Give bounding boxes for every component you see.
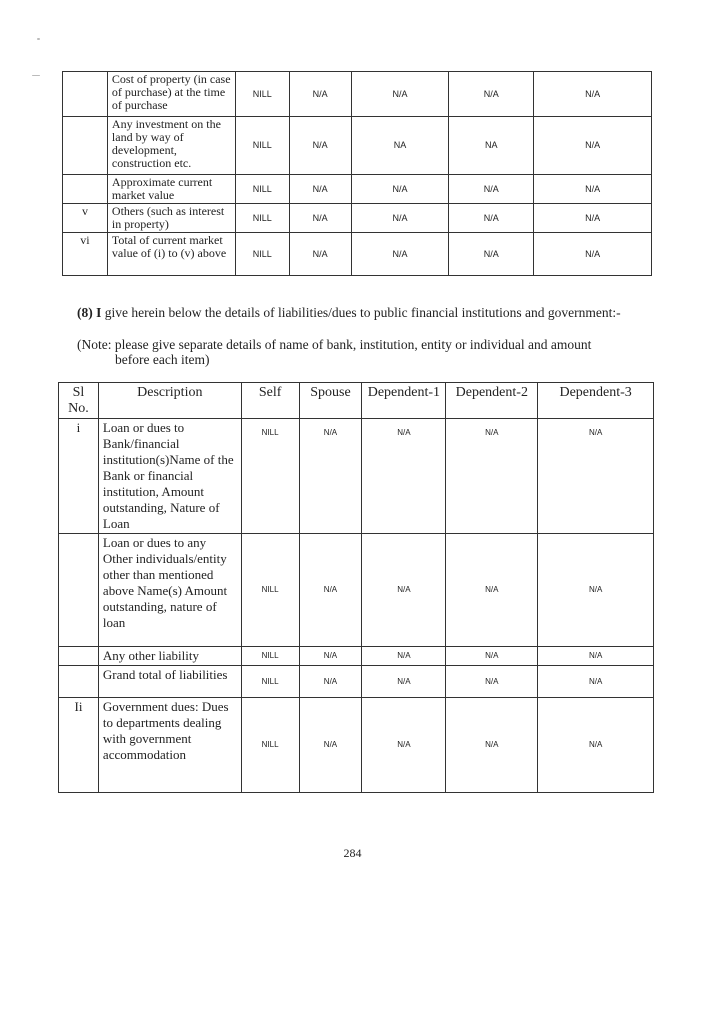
self-value: NILL bbox=[235, 72, 289, 117]
spouse-value: N/A bbox=[289, 204, 351, 233]
dependent3-value: N/A bbox=[538, 534, 654, 647]
header-sl: Sl No. bbox=[59, 383, 99, 419]
note-line-2: before each item) bbox=[115, 352, 210, 367]
sl-cell: v bbox=[63, 204, 108, 233]
description-cell: Others (such as interest in property) bbox=[107, 204, 235, 233]
description-cell: Loan or dues to any Other individuals/entity other than mentioned above Name(s) Amount outstanding, nature of loan bbox=[98, 534, 241, 647]
dependent2-value: NA bbox=[449, 117, 534, 175]
self-value: NILL bbox=[235, 233, 289, 276]
liabilities-table bbox=[58, 382, 654, 793]
description-cell: Cost of property (in case of purchase) at the time of purchase bbox=[107, 72, 235, 117]
page-number: 284 bbox=[343, 846, 362, 860]
spouse-value: N/A bbox=[299, 698, 362, 793]
spouse-value: N/A bbox=[289, 117, 351, 175]
dependent1-value: N/A bbox=[362, 647, 446, 666]
dependent1-value: N/A bbox=[362, 666, 446, 698]
dependent1-value: N/A bbox=[362, 698, 446, 793]
dependent3-value: N/A bbox=[534, 117, 652, 175]
self-value: NILL bbox=[241, 698, 299, 793]
section-note bbox=[77, 337, 637, 367]
dependent1-value: N/A bbox=[362, 534, 446, 647]
dependent3-value: N/A bbox=[534, 204, 652, 233]
table-row bbox=[63, 175, 652, 204]
description-cell: Approximate current market value bbox=[107, 175, 235, 204]
header-self: Self bbox=[241, 383, 299, 419]
self-value: NILL bbox=[235, 175, 289, 204]
spouse-value: N/A bbox=[289, 72, 351, 117]
note-line-1: (Note: please give separate details of name of bank, institution, entity or individual and amount bbox=[77, 337, 592, 352]
dependent3-value: N/A bbox=[538, 666, 654, 698]
dependent1-value: N/A bbox=[351, 204, 449, 233]
description-cell: Total of current market value of (i) to (v) above bbox=[107, 233, 235, 276]
description-cell: Government dues: Dues to departments dealing with government accommodation bbox=[98, 698, 241, 793]
header-row bbox=[59, 383, 654, 419]
self-value: NILL bbox=[235, 204, 289, 233]
dependent1-value: N/A bbox=[362, 419, 446, 534]
dependent1-value: N/A bbox=[351, 233, 449, 276]
table-row bbox=[63, 233, 652, 276]
table-row bbox=[63, 117, 652, 175]
spouse-value: N/A bbox=[289, 175, 351, 204]
dependent3-value: N/A bbox=[534, 72, 652, 117]
dependent1-value: N/A bbox=[351, 72, 449, 117]
section-8-heading bbox=[77, 305, 621, 321]
spouse-value: N/A bbox=[299, 666, 362, 698]
description-cell: Grand total of liabilities bbox=[98, 666, 241, 698]
self-value: NILL bbox=[235, 117, 289, 175]
self-value: NILL bbox=[241, 647, 299, 666]
dependent3-value: N/A bbox=[534, 175, 652, 204]
sl-cell bbox=[63, 72, 108, 117]
table-row bbox=[59, 534, 654, 647]
sl-cell bbox=[59, 647, 99, 666]
sl-cell: Ii bbox=[59, 698, 99, 793]
property-value-table bbox=[62, 71, 652, 276]
sl-cell: vi bbox=[63, 233, 108, 276]
sl-cell bbox=[59, 666, 99, 698]
dependent2-value: N/A bbox=[449, 233, 534, 276]
scan-speck bbox=[32, 75, 40, 76]
sl-cell bbox=[63, 117, 108, 175]
header-dependent-3: Dependent-3 bbox=[538, 383, 654, 419]
dependent3-value: N/A bbox=[538, 419, 654, 534]
spouse-value: N/A bbox=[299, 419, 362, 534]
dependent2-value: N/A bbox=[449, 175, 534, 204]
dependent3-value: N/A bbox=[534, 233, 652, 276]
header-dependent-2: Dependent-2 bbox=[446, 383, 538, 419]
table-row bbox=[63, 72, 652, 117]
header-description: Description bbox=[98, 383, 241, 419]
sl-cell bbox=[59, 534, 99, 647]
dependent2-value: N/A bbox=[449, 204, 534, 233]
dependent2-value: N/A bbox=[446, 419, 538, 534]
sl-cell: i bbox=[59, 419, 99, 534]
dependent2-value: N/A bbox=[446, 647, 538, 666]
section-text: give herein below the details of liabilities/dues to public financial institutions and government:- bbox=[104, 305, 621, 320]
dependent2-value: N/A bbox=[446, 534, 538, 647]
self-value: NILL bbox=[241, 419, 299, 534]
scan-speck bbox=[37, 38, 40, 40]
dependent3-value: N/A bbox=[538, 698, 654, 793]
description-cell: Any other liability bbox=[98, 647, 241, 666]
self-value: NILL bbox=[241, 534, 299, 647]
sl-cell bbox=[63, 175, 108, 204]
dependent1-value: NA bbox=[351, 117, 449, 175]
table-row bbox=[59, 698, 654, 793]
dependent2-value: N/A bbox=[449, 72, 534, 117]
table-row bbox=[63, 204, 652, 233]
description-cell: Loan or dues to Bank/financial institution(s)Name of the Bank or financial institution, Amount outstanding, Nature of Loan bbox=[98, 419, 241, 534]
dependent2-value: N/A bbox=[446, 698, 538, 793]
spouse-value: N/A bbox=[289, 233, 351, 276]
dependent3-value: N/A bbox=[538, 647, 654, 666]
table-row bbox=[59, 419, 654, 534]
spouse-value: N/A bbox=[299, 647, 362, 666]
table-row bbox=[59, 647, 654, 666]
spouse-value: N/A bbox=[299, 534, 362, 647]
dependent1-value: N/A bbox=[351, 175, 449, 204]
header-dependent-1: Dependent-1 bbox=[362, 383, 446, 419]
table-row bbox=[59, 666, 654, 698]
description-cell: Any investment on the land by way of development, construction etc. bbox=[107, 117, 235, 175]
self-value: NILL bbox=[241, 666, 299, 698]
dependent2-value: N/A bbox=[446, 666, 538, 698]
section-number: (8) I bbox=[77, 305, 102, 320]
header-spouse: Spouse bbox=[299, 383, 362, 419]
